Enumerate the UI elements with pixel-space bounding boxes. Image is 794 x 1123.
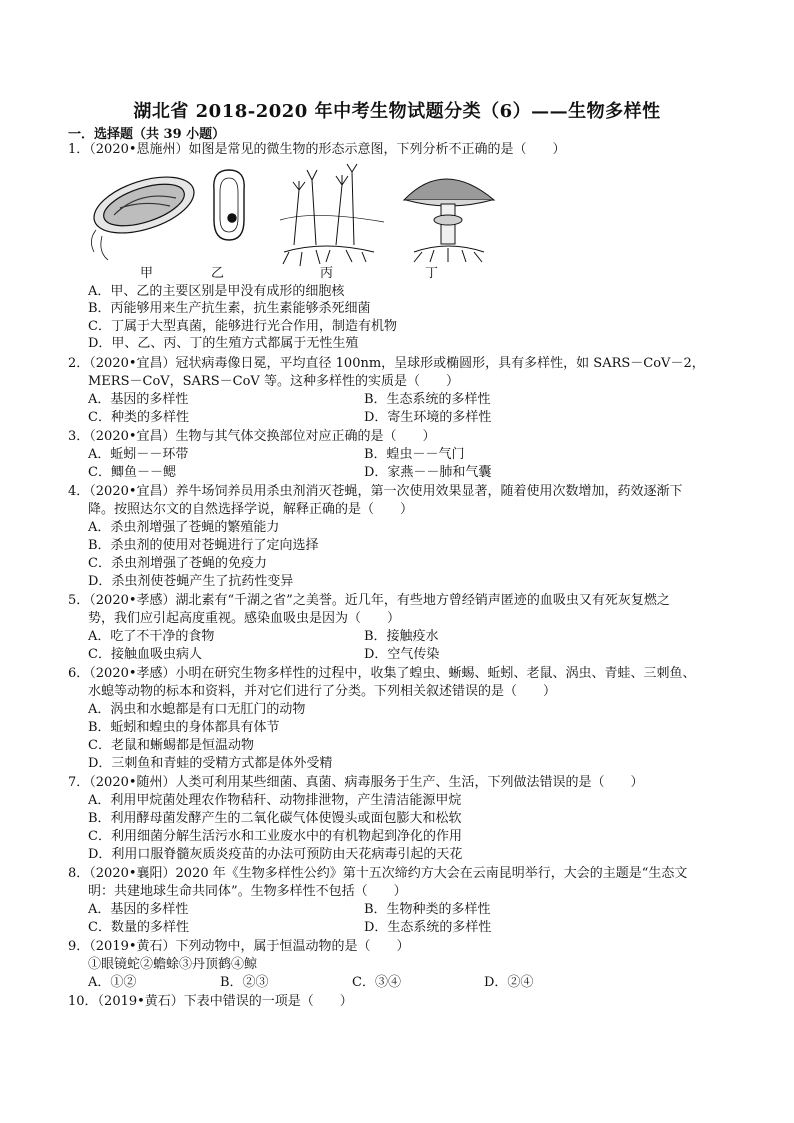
q8-option-b: B．生物种类的多样性 [364, 902, 491, 917]
q8-option-c: C．数量的多样性 [88, 920, 189, 935]
question-8-stem-line2: 明：共建地球生命共同体”。生物多样性不包括（ ） [88, 884, 407, 899]
q4-option-b: B．杀虫剂的使用对苍蝇进行了定向选择 [88, 538, 319, 553]
question-5-stem-line2: 势，我们应引起高度重视。感染血吸虫是因为（ ） [88, 611, 401, 626]
figure-label-ding: 丁 [425, 266, 439, 281]
bacterium-illustration [87, 166, 201, 260]
q3-option-c: C．鲫鱼－－鳃 [88, 465, 176, 480]
q9-option-a: A．①② [88, 975, 137, 990]
q1-option-b: B．丙能够用来生产抗生素，抗生素能够杀死细菌 [88, 301, 371, 316]
q6-option-b: B．蚯蚓和蝗虫的身体都具有体节 [88, 720, 280, 735]
q3-option-d: D．家燕－－肺和气囊 [364, 465, 492, 480]
figure-label-jia: 甲 [140, 266, 154, 281]
question-6-stem-line1: 6．（2020•孝感）小明在研究生物多样性的过程中，收集了蝗虫、蜥蜴、蚯蚓、老鼠、涡虫、青蛙、三刺鱼、 [68, 666, 696, 681]
q2-option-d: D．寄生环境的多样性 [364, 410, 492, 425]
question-1-stem: 1．（2020•恩施州）如图是常见的微生物的形态示意图，下列分析不正确的是（ ） [68, 142, 566, 157]
q3-option-b: B．蝗虫－－气门 [364, 447, 465, 462]
q9-items: ①眼镜蛇②蟾蜍③丹顶鹤④鲸 [88, 957, 258, 972]
q7-option-c: C．利用细菌分解生活污水和工业废水中的有机物起到净化的作用 [88, 829, 462, 844]
mushroom-illustration [404, 179, 494, 262]
q1-option-c: C．丁属于大型真菌，能够进行光合作用，制造有机物 [88, 319, 397, 334]
q8-option-d: D．生态系统的多样性 [364, 920, 492, 935]
question-6-stem-line2: 水螅等动物的标本和资料，并对它们进行了分类。下列相关叙述错误的是（ ） [88, 684, 557, 699]
figure-label-yi: 乙 [211, 266, 225, 281]
section-heading: 一．选择题（共 39 小题） [68, 127, 226, 142]
question-8-stem-line1: 8．（2020•襄阳）2020 年《生物多样性公约》第十五次缔约方大会在云南昆明举行，大会的主题是“生态文 [68, 866, 688, 881]
q3-option-a: A．蚯蚓－－环带 [88, 447, 189, 462]
q9-option-c: C．③④ [352, 975, 401, 990]
yeast-illustration [214, 170, 244, 240]
q2-option-b: B．生态系统的多样性 [364, 392, 491, 407]
q4-option-c: C．杀虫剂增强了苍蝇的免疫力 [88, 556, 267, 571]
q9-option-d: D．②④ [484, 975, 534, 990]
question-2-stem-line2: MERS－CoV，SARS－CoV 等。这种多样性的实质是（ ） [88, 374, 459, 389]
question-5-stem-line1: 5．（2020•孝感）湖北素有“千湖之省”之美誉。近几年，有些地方曾经销声匿迹的血吸虫又有死灰复燃之 [68, 593, 670, 608]
mold-illustration [280, 164, 384, 266]
q2-option-c: C．种类的多样性 [88, 410, 189, 425]
q6-option-c: C．老鼠和蜥蜴都是恒温动物 [88, 738, 254, 753]
q5-option-d: D．空气传染 [364, 647, 440, 662]
question-7-stem: 7．（2020•随州）人类可利用某些细菌、真菌、病毒服务于生产、生活，下列做法错误的是（ ） [68, 775, 644, 790]
q9-options [88, 974, 616, 991]
q7-option-a: A．利用甲烷菌处理农作物秸秆、动物排泄物，产生清洁能源甲烷 [88, 793, 462, 808]
q8-option-a: A．基因的多样性 [88, 902, 189, 917]
q5-option-a: A．吃了不干净的食物 [88, 629, 215, 644]
question-9-stem: 9．（2019•黄石）下列动物中，属于恒温动物的是（ ） [68, 939, 410, 954]
question-4-stem-line2: 降。按照达尔文的自然选择学说，解释正确的是（ ） [88, 502, 414, 517]
question-3-stem: 3．（2020•宜昌）生物与其气体交换部位对应正确的是（ ） [68, 429, 436, 444]
q2-option-a: A．基因的多样性 [88, 392, 189, 407]
q1-option-d: D．甲、乙、丙、丁的生殖方式都属于无性生殖 [88, 336, 359, 351]
q4-option-a: A．杀虫剂增强了苍蝇的繁殖能力 [88, 520, 280, 535]
q9-option-b: B．②③ [220, 975, 269, 990]
q5-option-b: B．接触疫水 [364, 629, 439, 644]
question-10-stem: 10．（2019•黄石）下表中错误的一项是（ ） [68, 994, 353, 1009]
q7-option-d: D．利用口服脊髓灰质炎疫苗的办法可预防由天花病毒引起的天花 [88, 847, 463, 862]
figure-label-bing: 丙 [320, 266, 334, 281]
q7-option-b: B．利用酵母菌发酵产生的二氧化碳气体使馒头或面包膨大和松软 [88, 811, 462, 826]
q1-option-a: A．甲、乙的主要区别是甲没有成形的细胞核 [88, 284, 345, 299]
document-title: 湖北省 2018-2020 年中考生物试题分类（6）——生物多样性 [133, 101, 661, 122]
q6-option-d: D．三刺鱼和青蛙的受精方式都是体外受精 [88, 756, 333, 771]
q4-option-d: D．杀虫剂使苍蝇产生了抗药性变异 [88, 574, 294, 589]
question-4-stem-line1: 4．（2020•宜昌）养牛场饲养员用杀虫剂消灭苍蝇，第一次使用效果显著，随着使用次数增加，药效逐渐下 [68, 484, 683, 499]
q5-option-c: C．接触血吸虫病人 [88, 647, 202, 662]
question-2-stem-line1: 2．（2020•宜昌）冠状病毒像日冕，平均直径 100nm，呈球形或椭圆形，具有多样性，如 SARS－CoV－2， [68, 356, 705, 371]
q6-option-a: A．涡虫和水螅都是有口无肛门的动物 [88, 702, 306, 717]
